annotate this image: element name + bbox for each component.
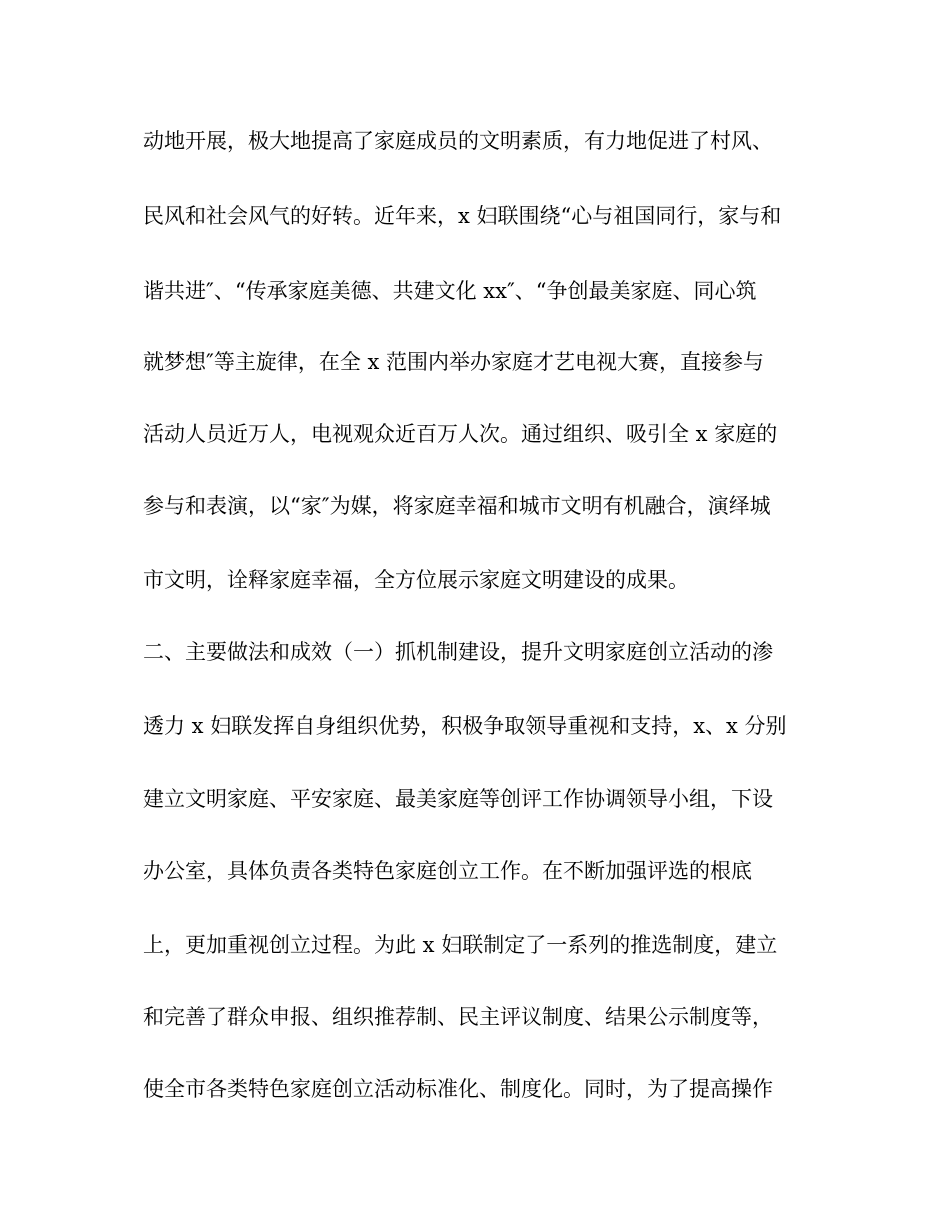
text-line: 使全市各类特色家庭创立活动标准化、制度化。同时，为了提高操作 (143, 1077, 773, 1101)
text-line: 动地开展，极大地提高了家庭成员的文明素质，有力地促进了村风、 (143, 129, 773, 153)
text-line: 市文明，诠释家庭幸福，全方位展示家庭文明建设的成果。 (143, 568, 689, 592)
text-line: 谐共进″、“传承家庭美德、共建文化 xx″、“争创最美家庭、同心筑 (143, 279, 757, 303)
text-line: 和完善了群众申报、组织推荐制、民主评议制度、结果公示制度等， (143, 1005, 773, 1029)
text-line: 透力 x 妇联发挥自身组织优势，积极争取领导重视和支持，x、x 分别 (143, 714, 787, 738)
text-line: 参与和表演，以“家″为媒，将家庭幸福和城市文明有机融合，演绎城 (143, 494, 771, 518)
text-line: 活动人员近万人，电视观众近百万人次。通过组织、吸引全 x 家庭的 (143, 422, 778, 446)
text-line: 民风和社会风气的好转。近年来，x 妇联围绕“心与祖国同行，家与和 (143, 204, 782, 228)
text-line: 建立文明家庭、平安家庭、最美家庭等创评工作协调领导小组，下设 (143, 787, 773, 811)
text-line: 办公室，具体负责各类特色家庭创立工作。在不断加强评选的根底 (143, 859, 752, 883)
text-line: 就梦想″等主旋律，在全 x 范围内举办家庭才艺电视大赛，直接参与 (143, 350, 765, 374)
text-line: 上，更加重视创立过程。为此 x 妇联制定了一系列的推选制度，建立 (143, 933, 778, 957)
section-heading-line: 二、主要做法和成效（一）抓机制建设，提升文明家庭创立活动的渗 (143, 640, 773, 664)
